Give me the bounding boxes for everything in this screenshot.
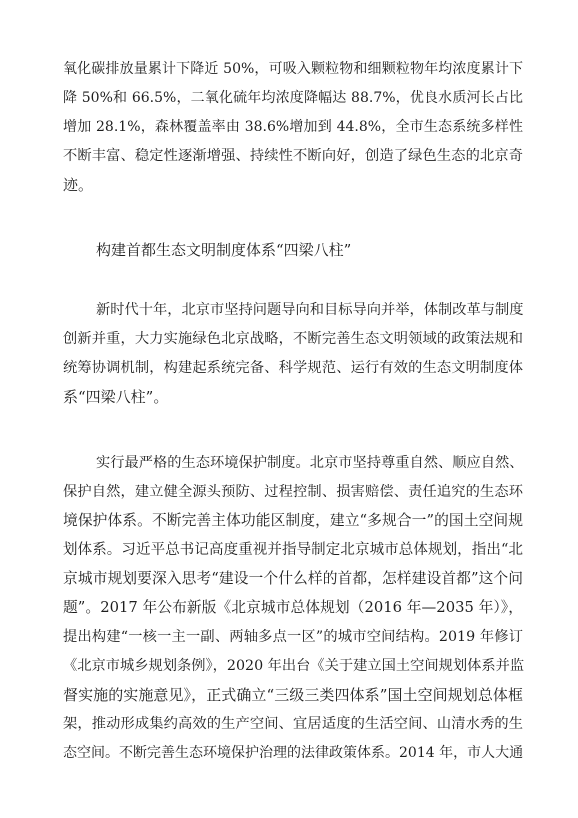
text-line: 提出构建“一核一主一副、两轴多点一区”的城市空间结构。2019 年修订: [63, 629, 523, 645]
text-line: 《北京市城乡规划条例》，2020 年出台《关于建立国土空间规划体系并监: [63, 658, 525, 674]
text-line: 架，推动形成集约高效的生产空间、宜居适度的生活空间、山清水秀的生: [63, 716, 523, 732]
text-line: 统筹协调机制，构建起系统完备、科学规范、运行有效的生态文明制度体: [63, 360, 523, 376]
text-line: 降 50%和 66.5%，二氧化硫年均浓度降幅达 88.7%，优良水质河长占比: [63, 90, 523, 106]
text-line: 新时代十年，北京市坚持问题导向和目标导向并举，体制改革与制度: [96, 302, 524, 318]
section-heading: 构建首都生态文明制度体系“四梁八柱”: [96, 241, 352, 259]
text-line: 境保护体系。不断完善主体功能区制度，建立“多规合一”的国土空间规: [63, 512, 523, 529]
text-line: 系“四梁八柱”。: [63, 388, 169, 406]
text-line: 增加 28.1%，森林覆盖率由 38.6%增加到 44.8%，全市生态系统多样性: [63, 119, 523, 135]
text-line: 氧化碳排放量累计下降近 50%，可吸入颗粒物和细颗粒物年均浓度累计下: [63, 61, 523, 77]
text-line: 督实施的实施意见》，正式确立“三级三类四体系”国土空间规划总体框: [63, 686, 523, 704]
text-line: 题”。2017 年公布新版《北京城市总体规划（2016 年—2035 年）》，: [63, 599, 523, 616]
text-line: 态空间。不断完善生态环境保护治理的法律政策体系。2014 年，市人大通: [63, 745, 524, 761]
text-line: 保护自然，建立健全源头预防、过程控制、损害赔偿、责任追究的生态环: [63, 484, 523, 500]
text-line: 创新并重，大力实施绿色北京战略，不断完善生态文明领域的政策法规和: [63, 331, 523, 347]
text-line: 划体系。习近平总书记高度重视并指导制定北京城市总体规划，指出“北: [63, 542, 523, 558]
text-line: 实行最严格的生态环境保护制度。北京市坚持尊重自然、顺应自然、: [96, 455, 524, 471]
text-line: 不断丰富、稳定性逐渐增强、持续性不断向好，创造了绿色生态的北京奇: [63, 148, 523, 164]
text-line: 京城市规划要深入思考“建设一个什么样的首都，怎样建设首都”这个问: [63, 570, 523, 587]
text-line: 迹。: [63, 176, 94, 194]
